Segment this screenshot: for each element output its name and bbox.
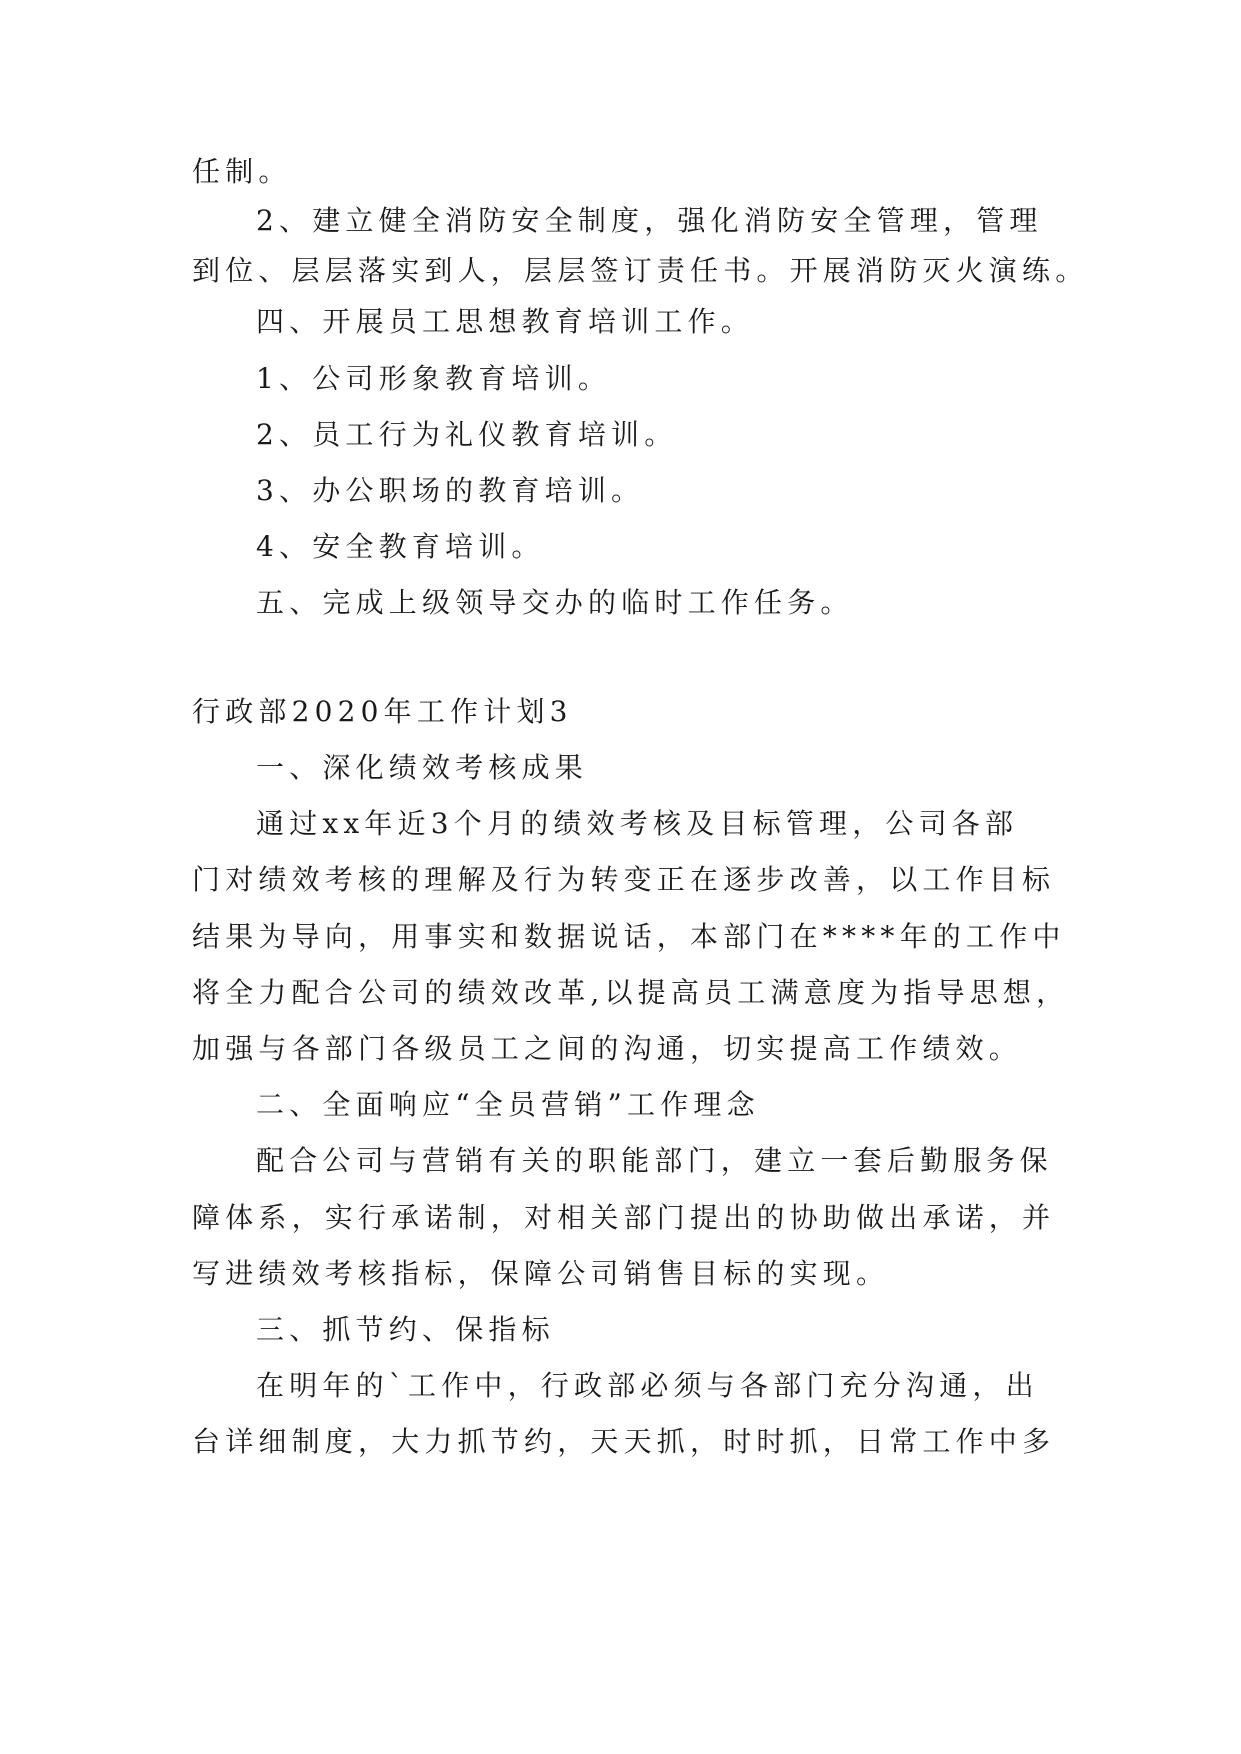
paragraph-line: 配合公司与营销有关的职能部门，建立一套后勤服务保 [256,1144,1053,1177]
paragraph-line: 在明年的`工作中，行政部必须与各部门充分沟通，出 [256,1369,1039,1402]
section-heading: 五、完成上级领导交办的临时工作任务。 [256,586,854,619]
paragraph-line: 障体系，实行承诺制，对相关部门提出的协助做出承诺，并 [192,1201,1056,1234]
paragraph-line: 将全力配合公司的绩效改革,以提高员工满意度为指导思想， [192,976,1070,1009]
paragraph-line: 到位、层层落实到人，层层签订责任书。开展消防灭火演练。 [192,254,1089,287]
paragraph-line: 台详细制度，大力抓节约，天天抓，时时抓，日常工作中多 [192,1425,1056,1458]
list-item: 2、员工行为礼仪教育培训。 [256,418,678,451]
paragraph-line: 任制。 [192,155,292,188]
section-heading: 一、深化绩效考核成果 [256,751,589,784]
section-heading: 二、全面响应“全员营销”工作理念 [256,1088,760,1121]
list-item: 4、安全教育培训。 [256,530,545,563]
paragraph-line: 2、建立健全消防安全制度，强化消防安全管理，管理 [256,204,1043,237]
section-heading: 三、抓节约、保指标 [256,1313,555,1346]
list-item: 3、办公职场的教育培训。 [256,474,645,507]
paragraph-line: 写进绩效考核指标，保障公司销售目标的实现。 [192,1257,890,1290]
document-title: 行政部2020年工作计划3 [192,695,573,728]
list-item: 1、公司形象教育培训。 [256,362,612,395]
section-heading: 四、开展员工思想教育培训工作。 [256,305,755,338]
paragraph-line: 加强与各部门各级员工之间的沟通，切实提高工作绩效。 [192,1032,1023,1065]
paragraph-line: 通过xx年近3个月的绩效考核及目标管理，公司各部 [256,807,1019,840]
paragraph-line: 结果为导向，用事实和数据说话，本部门在****年的工作中 [192,920,1066,953]
paragraph-line: 门对绩效考核的理解及行为转变正在逐步改善，以工作目标 [192,863,1056,896]
